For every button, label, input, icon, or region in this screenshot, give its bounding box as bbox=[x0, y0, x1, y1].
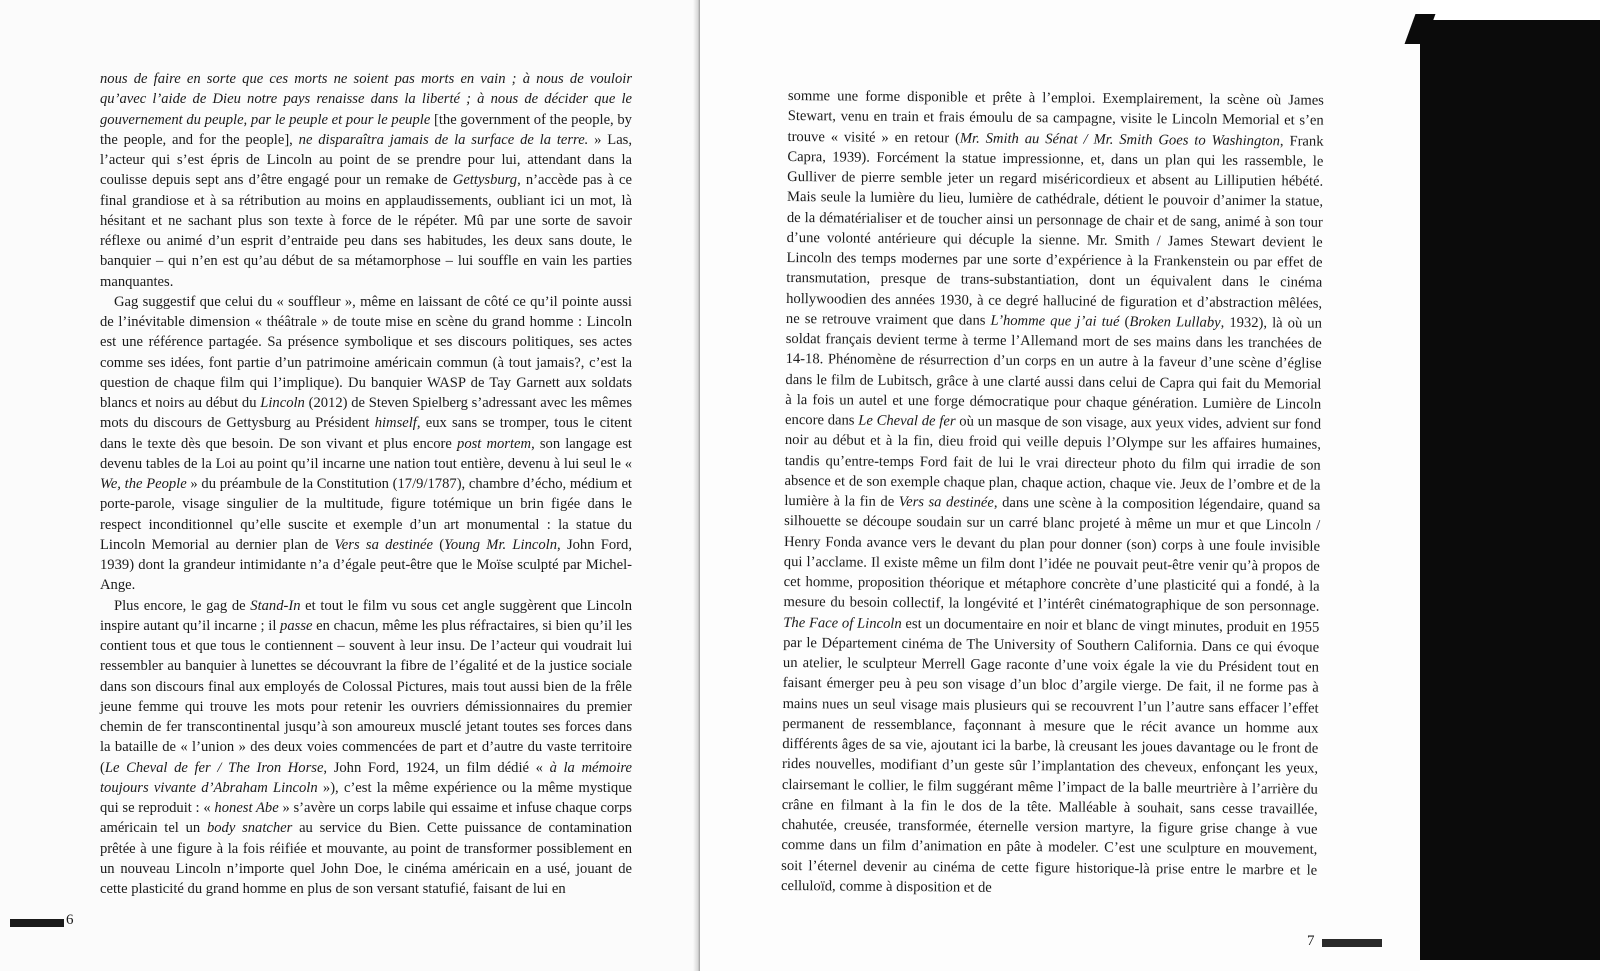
text-run: Plus encore, le gag de bbox=[114, 597, 251, 614]
text-run: eux sans se tromper, tous le citent dans le texte dès que besoin. De son vivant et plus encore bbox=[100, 415, 633, 452]
italic-run: à la mémoire toujours vivante d’Abraham Lincoln bbox=[100, 759, 632, 796]
text-run: , John Ford, 1939) dont la grandeur intimidante n’a d’égale peut-être que le Moïse sculpté par Michel-Ange. bbox=[100, 536, 632, 594]
paragraph bbox=[100, 596, 632, 900]
italic-run: Lincoln bbox=[260, 395, 305, 411]
text-run: est un documentaire en noir et blanc de vingt minutes, produit en 1955 par le Département cinéma de The University of Southern California. Dans ce qui évoque un atelier, le sculpteur Merrell Gage raconte d’une voix égale la vie du Président tout en faisant émerger peu à peu son visage d’un bloc d’argile vierge. De fait, il ne forme pas à mains nues un seul visage mais plusieurs qui se recouvrent l’un l’autre sans effacer l’effet permanent de ressemblance, façonnant à mesure que le récit avance un homme aux différents âges de sa vie, ajoutant ici la barbe, là creusant les joues davantage ou le front de rides nouvelles, modifiant d’un geste sûr l’implantation des cheveux, enfonçant les yeux, clairsemant le collier, le film suggérant même l’impact de la balle meurtrière à l’arrière du crâne en filmant à la fin le dos de la tête. Malléable à souhait, sans cesse travaillée, chahutée, creusée, transformée, éternelle version martyre, la figure grise change à vue comme dans un film d’animation en pâte à modeler. C’est une sculpture en mouvement, soit l’éternel devenir au cinéma de cette figure historique-là prise entre le marbre et le celluloïd, comme à disposition et de bbox=[780, 615, 1320, 896]
text-run: somme une forme disponible et prête à l’emploi. Exemplairement, la scène où James Stewart, venu en train et frais émoulu de sa campagne, visite le Lincoln Memorial et s’en trouve « visité » en retour ( bbox=[787, 87, 1324, 147]
paragraph bbox=[100, 69, 632, 292]
italic-run: Young Mr. Lincoln bbox=[444, 536, 558, 553]
text-run: »), c’est la même expérience ou la même mystique qui se reproduit : « bbox=[100, 779, 632, 816]
italic-run: nous de faire en sorte que ces morts ne soient pas morts en vain ; à nous de vouloir qu’avec l’aide de Dieu notre pays renaisse dans la liberté ; à nous de décider que le gouvernement du peuple, par le peuple et pour le peuple bbox=[100, 71, 632, 128]
italic-run: Le Cheval de fer bbox=[858, 412, 956, 430]
italic-run: honest Abe bbox=[214, 800, 279, 816]
italic-run: Stand-In bbox=[250, 597, 301, 614]
italic-run: Vers sa destinée bbox=[334, 536, 433, 553]
left-page-text bbox=[100, 69, 632, 899]
text-run: , dans une scène à la composition légendaire, quand sa silhouette se découpe soudain sur un carré blanc projeté à même un mur et que Lincoln / Henry Fonda avance vers le devant du plan pour donner (son) corps à une foule invisible qui l’acclame. Il existe même un film dont l’idée ne pouvait peut-être venir qu’à propos de cet homme, proposition théorique et métaphore concrète d’une plasticité qui a fondé, à la mesure du besoin collectif, la longévité et l’intérêt cinématographique de son personnage. bbox=[783, 494, 1321, 615]
text-run: ( bbox=[432, 536, 445, 553]
italic-run: post mortem bbox=[457, 435, 532, 452]
text-run: [the government of the people, by the people, and for the people], bbox=[100, 111, 632, 148]
text-run: , n’accède pas à ce final grandiose et à sa rétribution au moins en applaudissements, oubliant ici un mot, là hésitant et ne sachant plus son texte à force de le répéter. Mû par une sorte de savoir réflexe ou animé d’un esprit d’entraide peu dans ses habitudes, les deux sans doute, le banquier – qui n’en est qu’au début de sa métamorphose – lui souffle en vain les parties manquantes. bbox=[100, 172, 633, 290]
text-run: où un masque de son visage, aux yeux vides, advient sur fond noir au début et à la fin, dieu froid qui veille depuis l’Olympe sur les affaires humaines, tandis qu’entre-temps Ford fait de lui le vrai directeur photo du film qui irradie de son absence et de son exemple chaque plan, chaque action, chaque vie. Jeux de l’ombre et de la lumière à la fin de bbox=[784, 413, 1322, 510]
right-page-text bbox=[781, 86, 1324, 901]
paragraph bbox=[100, 292, 632, 596]
text-run: , Frank Capra, 1939). Forcément la statue impressionne, et, dans un plan qui les rassemble, le Gulliver de pierre semble jeter un regard miséricordieux et absent au Lilliputien hébété. Mais seule la lumière du lieu, lumière de cathédrale, détient le pouvoir d’animer la statue, de la dématérialiser et de toucher ainsi un personnage de chair et de sang, animé à son tour d’une volonté antérieure qui décuple la sienne. Mr. Smith / James Stewart devient le Lincoln des temps modernes par une sorte d’expérience à la Frankenstein ou par effet de transmutation, presque de trans-substantiation, dont un équivalent dans le cinéma hollywoodien des années 1930, à ce degré halluciné de figuration et d’abstraction mêlées, ne se retrouve vraiment que dans bbox=[785, 132, 1324, 329]
italic-run: Broken Lullaby bbox=[1129, 313, 1221, 331]
text-run: » Las, l’acteur qui s’est épris de Lincoln au point de se prendre pour lui, attendant dans la coulisse depuis sept ans d’être engagé pour un remake de bbox=[100, 131, 632, 189]
scan-edge-shadow bbox=[1420, 20, 1600, 960]
italic-run: Vers sa destinée bbox=[898, 493, 994, 511]
text-run: au service du Bien. Cette puissance de contamination prêtée à une figure à la fois réifiée et mouvante, au point de transformer possiblement en un nouveau Lincoln n’importe quel John Doe, le cinéma américain en a usé, jouant de cette plasticité du grand homme en plus de son versant statufié, faisant de lui en bbox=[100, 820, 632, 897]
italic-run: The Face of Lincoln bbox=[783, 614, 902, 632]
folio-bar-left bbox=[10, 919, 64, 927]
folio-right: 7 bbox=[1307, 933, 1315, 949]
text-run: , 1932), là où un soldat français devient terme à terme l’Allemand mort de ses mains dans les tranchées de 14-18. Phénomène de résurrection d’un corps en un autre à la faveur d’une scène d’église dans le film de Lubitsch, grâce à une clarté aussi dans celui de Capra qui fait du Memorial à la fois un autel et une forge démocratique pour chaque génération. Lumière de Lincoln encore dans bbox=[785, 314, 1323, 429]
italic-run: L’homme que j’ai tué bbox=[990, 312, 1120, 330]
text-run: » du préambule de la Constitution (17/9/1787), chambre d’écho, médium et porte-parole, visage singulier de la multitude, figure totémique un brin figée dans le respect inconditionnel qu’elle suscite et exemple d’un art monumental : la statue du Lincoln Memorial au dernier plan de bbox=[100, 476, 632, 553]
italic-run: body snatcher bbox=[206, 820, 293, 837]
paragraph bbox=[781, 86, 1324, 901]
italic-run: passe bbox=[280, 617, 313, 634]
italic-run: himself, bbox=[374, 415, 421, 432]
italic-run: Le Cheval de fer / The Iron Horse bbox=[104, 759, 324, 776]
folio-bar-right bbox=[1322, 939, 1382, 947]
text-run: » s’avère un corps labile qui essaime et infuse chaque corps américain tel un bbox=[100, 800, 632, 837]
text-run: ( bbox=[1119, 313, 1130, 330]
text-run: (2012) de Steven Spielberg s’adressant avec les mêmes mots du discours de Gettysburg au Président bbox=[100, 395, 632, 432]
text-run: , John Ford, 1924, un film dédié « bbox=[323, 759, 550, 776]
italic-run: Mr. Smith au Sénat / Mr. Smith Goes to Washington bbox=[959, 130, 1281, 149]
text-run: , son langage est devenu tables de la Loi au point qu’il incarne une nation tout entière, devenu à lui seul le « bbox=[100, 435, 632, 472]
text-run: et tout le film vu sous cet angle suggèrent que Lincoln inspire autant qu’il incarne ; il bbox=[100, 597, 633, 634]
text-run: Gag suggestif que celui du « souffleur », même en laissant de côté ce qu’il pointe aussi de l’inévitable dimension « théâtrale » de toute mise en scène du grand homme : Lincoln est une référence partagée. Sa présence symbolique et ses discours politiques, ses actes comme ses idées, font partie d’un patrimoine américain commun (à tout jamais?, c’est la question de chaque film qui l’implique). Du banquier WASP de Tay Garnett aux soldats blancs et noirs au début du bbox=[100, 293, 632, 411]
right-page bbox=[700, 0, 1420, 971]
text-run: en chacun, même les plus réfractaires, si bien qu’il les contient tous et que tous le contiennent – souvent à leur insu. De l’acteur qui voudrait lui ressembler au banquier à lunettes se découvrant la fibre de l’égalité et de la justice sociale dans son discours final aux employés de Colossal Pictures, mais tout aussi bien de la frêle jeune femme qui trouve les mots pour retenir les ouvriers démissionnaires du premier chemin de fer transcontinental jusqu’à son amoureux musclé jetant toutes ses forces dans la bataille de « l’union » des deux voies commencées de part et d’autre du vaste territoire ( bbox=[100, 617, 632, 776]
left-page bbox=[0, 0, 700, 971]
italic-run: We, the People bbox=[100, 476, 187, 492]
italic-run: ne disparaîtra jamais de la surface de la terre. bbox=[298, 131, 589, 148]
folio-left: 6 bbox=[66, 912, 74, 928]
italic-run: Gettysburg bbox=[452, 172, 518, 189]
